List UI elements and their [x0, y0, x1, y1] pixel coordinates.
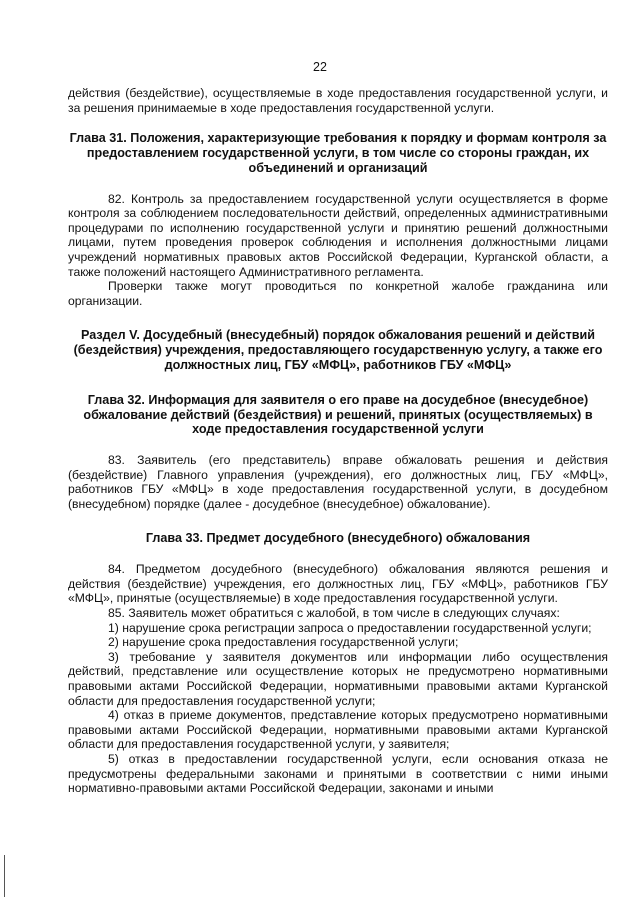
paragraph-83: 83. Заявитель (его представитель) вправе обжаловать решения и действия (бездействие) Главного управления (учреждения), его должностных лиц, ГБУ «МФЦ», работников ГБУ «МФЦ» в ходе предоставления государственной услуги, в досудебном (внесудебном) порядке (далее - досудебное (внесудебное) обжалование). [68, 453, 608, 511]
list-item: 1) нарушение срока регистрации запроса о предоставлении государственной услуги; [108, 620, 592, 635]
list-item: 3) требование у заявителя документов или информации либо осуществления действий, представление или осуществление которых не предусмотрено нормативными правовыми актами Российской Федерации, нормативными правовыми актами Курганской области для предоставления государственной услуги; [68, 649, 608, 708]
paragraph-85: 85. Заявитель может обратиться с жалобой, в том числе в следующих случаях: [108, 606, 560, 621]
list-item: 2) нарушение срока предоставления государственной услуги; [108, 635, 459, 650]
list-item: 4) отказ в приеме документов, представление которых предусмотрено нормативными правовыми актами Российской Федерации, нормативными правовыми актами Курганской области для предоставления государственной услуги, у заявителя; [68, 708, 608, 752]
section-5-title: Раздел V. Досудебный (внесудебный) порядок обжалования решений и действий (бездействия) учреждения, предоставляющего государственную услугу, а также его должностных лиц, ГБУ «МФЦ», работников ГБУ «МФЦ» [73, 328, 603, 372]
paragraph-82: 82. Контроль за предоставлением государственной услуги осуществляется в форме контроля за соблюдением последовательности действий, определенных административными процедурами по исполнению государственной услуги и принятию решений должностными лицами, путем проведения проверок соблюдения и исполнения должностными лицами учреждений нормативных правовых актов Российской Федерации, Курганской области, а также положений настоящего Административного регламента. [68, 191, 608, 279]
paragraph-82-inspections: Проверки также могут проводиться по конкретной жалобе гражданина или организации. [68, 279, 608, 308]
chapter-32-title: Глава 32. Информация для заявителя о его праве на досудебное (внесудебное) обжалование действий (бездействия) и решений, принятых (осуществляемых) в ходе предоставления государственной услуги [83, 392, 593, 437]
document-body [68, 86, 608, 796]
intro-paragraph: действия (бездействие), осуществляемые в ходе предоставления государственной услуги, и за решения принимаемые в ходе предоставления государственной услуги. [68, 86, 608, 115]
paragraph-84: 84. Предметом досудебного (внесудебного) обжалования являются решения и действия (бездействие) учреждения, его должностных лиц, ГБУ «МФЦ», работников ГБУ «МФЦ», принятые (осуществляемые) в ходе предоставления государственной услуги. [68, 562, 608, 606]
chapter-31-title: Глава 31. Положения, характеризующие требования к порядку и формам контроля за предоставлением государственной услуги, в том числе со стороны граждан, их объединений и организаций [69, 131, 607, 175]
chapter-33-title: Глава 33. Предмет досудебного (внесудебного) обжалования [145, 531, 531, 546]
page-number: 22 [313, 60, 327, 74]
list-item: 5) отказ в предоставлении государственной услуги, если основания отказа не предусмотрены федеральными законами и принятыми в соответствии с ними иными нормативно-правовыми актами Российской Федерации, законами и иными [68, 752, 608, 796]
scan-margin-line [4, 855, 5, 897]
